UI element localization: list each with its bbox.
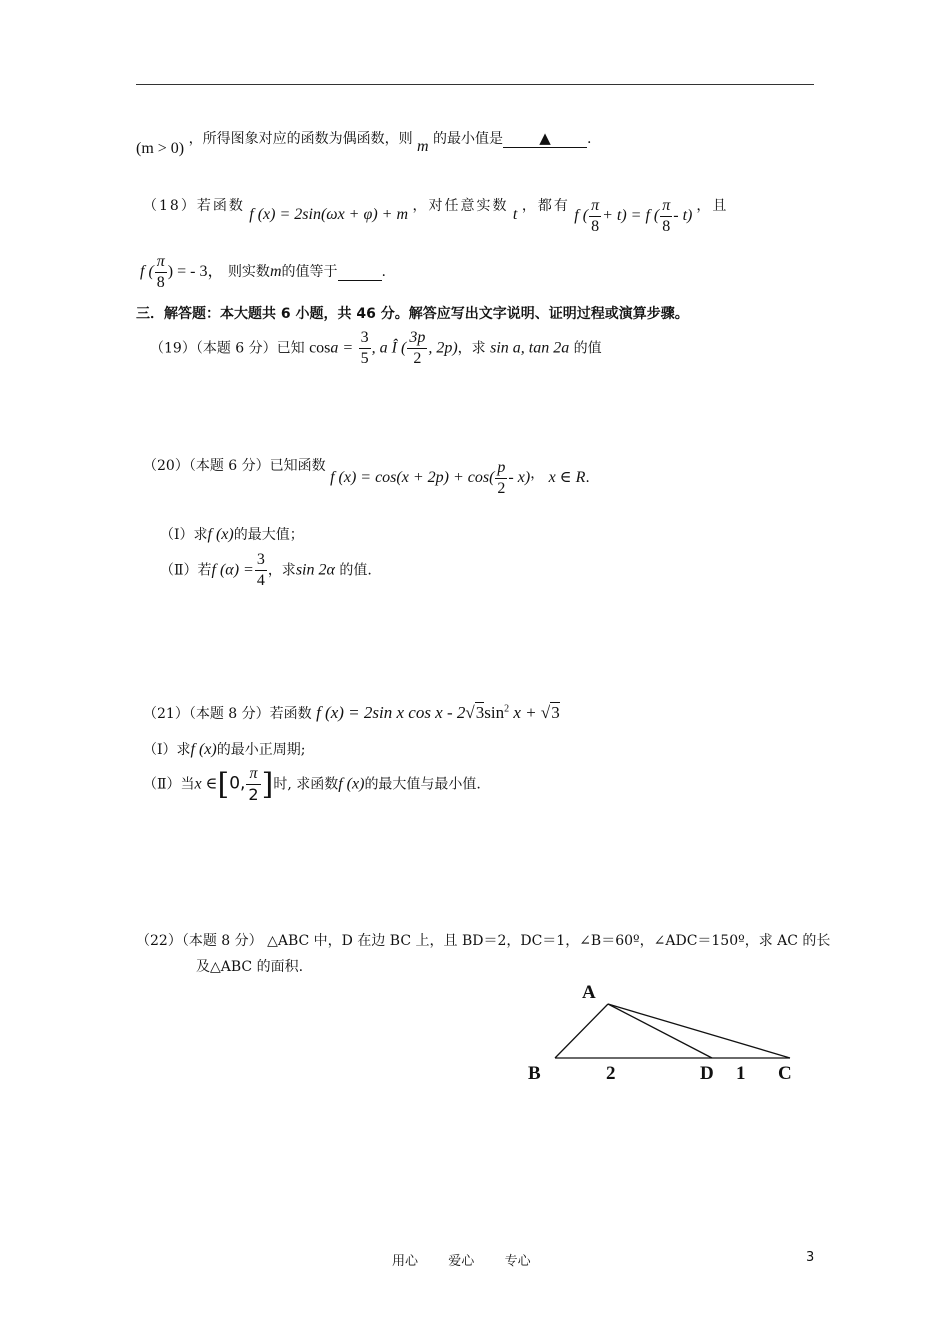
q21-frac-pi-2: $\frac{\pi}{2}$ (248, 765, 259, 804)
q19-alpha-eq: a = (330, 339, 354, 357)
q18-line2-text2: 的值等于 (281, 264, 338, 281)
q20-function: f (x) = cos(x + 2p) + cos( $\frac{p}{2}$ - x) (330, 459, 531, 497)
q21-part2-end: 的最大值与最小值. (364, 776, 481, 793)
label-a: A (582, 982, 596, 1003)
q20-part1-label: （Ⅰ）求 (160, 527, 208, 543)
q22-line1: （22）（本题 8 分） △ABC 中，D 在边 BC 上，且 BD＝2，DC＝1，∠B＝60º，∠ADC＝150º，求 AC 的长 (136, 933, 831, 949)
q21-part2-f: f (x) (338, 775, 365, 793)
q21-part2-x: x ∈ (194, 775, 218, 793)
q20-dot: . (585, 470, 590, 487)
label-b: B (528, 1063, 541, 1084)
q17-text-a: ，所得图象对应的函数为偶函数，则 (188, 131, 413, 147)
q18-line2-m: m (269, 263, 282, 281)
q19-end-paren: , 2p) (428, 339, 458, 357)
q17-var-m: m (417, 138, 429, 155)
q18-text3: ，且 (696, 198, 729, 215)
q18-var-t: t (512, 206, 518, 224)
footer-motto (392, 1250, 531, 1269)
right-bracket-icon: ] (261, 766, 274, 802)
header-rule (136, 84, 814, 85)
q20-label: （20）（本题 6 分）已知函数 (143, 458, 326, 475)
q21-part1-text: 的最小正周期; (216, 742, 306, 758)
q19-cos: cos (309, 339, 331, 357)
q21-part2-label: （Ⅱ）当 (143, 776, 195, 793)
q18-text1: ，对任意实数 (412, 198, 509, 215)
q20-part2-expr: sin 2α (295, 561, 335, 579)
q18-number: （18）若函数 (143, 198, 245, 215)
q21-part2 (143, 766, 481, 803)
q18-frac-pi8-a: $\frac{\pi}{8}$ (591, 197, 600, 235)
q18-symmetry (574, 197, 696, 235)
q17-text-b: 的最小值是 (433, 131, 504, 147)
q18-f-open: f ( (574, 207, 589, 225)
q20-part2-text: ，求 (267, 562, 296, 579)
footer-motto-2: 爱心 (448, 1254, 475, 1269)
q18-function: f (x) = 2sin(ωx + φ) + m (249, 206, 409, 224)
label-c: C (778, 1063, 792, 1084)
q17-answer-blank (503, 129, 587, 148)
q20-part2-f: f (α) = (211, 561, 254, 579)
q19-in-part: , a Î ( (371, 339, 407, 357)
section3-heading: 三．解答题：本大题共 6 小题，共 46 分。解答应写出文字说明、证明过程或演算步骤。 (136, 306, 689, 322)
q22-line2: 及△ABC 的面积. (196, 959, 304, 975)
q20-part2 (160, 552, 372, 589)
q20-part1-f: f (x) (207, 526, 234, 543)
page-number: 3 (806, 1250, 815, 1265)
q21-part1-label: （Ⅰ）求 (143, 742, 191, 758)
q17-condition: (m > 0) (136, 140, 185, 157)
q21-part2-text: 时, 求函数 (273, 776, 339, 793)
q19-label: （19）（本题 6 分）已知 (150, 340, 305, 357)
q18-frac-pi8-b: $\frac{\pi}{8}$ (662, 197, 671, 235)
q19-ask: ，求 (457, 340, 486, 357)
q17-tail (136, 128, 592, 157)
footer-motto-1: 用心 (392, 1254, 419, 1269)
q20-frac-p-2: $\frac{p}{2}$ (497, 459, 506, 497)
q17-end: . (587, 131, 592, 147)
triangle-icon: ▲ (539, 129, 551, 147)
q21-label: （21）（本题 8 分）若函数 (143, 706, 312, 722)
q19-frac-3-5: $\frac{3}{5}$ (360, 329, 369, 367)
q21-part1 (143, 739, 305, 759)
triangle-figure (520, 975, 820, 1090)
left-bracket-icon: [ (217, 766, 230, 802)
q20-part1 (160, 524, 304, 544)
q19-ask-end: 的值 (573, 340, 602, 357)
q18-answer-blank (338, 264, 382, 281)
segment-ab (555, 1004, 608, 1058)
q19-frac-3p-2: $\frac{3p}{2}$ (409, 329, 426, 367)
q18-minus-t: - t) (673, 207, 693, 225)
q20-part2-end: 的值. (339, 562, 372, 579)
q18-line1 (143, 188, 729, 235)
q20-part2-label: （Ⅱ）若 (160, 562, 212, 579)
q18-text2: ，都有 (521, 198, 570, 215)
q20-frac-3-4: $\frac{3}{4}$ (256, 551, 265, 589)
label-bd-length: 2 (606, 1063, 616, 1084)
segment-ad (608, 1004, 712, 1058)
q18-end: . (381, 264, 386, 281)
q21-function: f (x) = 2sin x cos x - $2√3\sin^2$ x + √3 (316, 703, 560, 722)
q18-value: f ( $\frac{\pi}{8}$ ) = - 3， (140, 253, 224, 291)
q18-plus-t: + t) = f ( (602, 207, 660, 225)
q20 (143, 460, 590, 497)
q18-frac-pi8-c: $\frac{\pi}{8}$ (156, 253, 165, 291)
q21-part2-zero: 0, (229, 773, 246, 794)
footer-motto-3: 专心 (504, 1254, 531, 1269)
label-dc-length: 1 (736, 1063, 746, 1084)
q18-line2 (140, 254, 386, 291)
q21 (143, 703, 560, 723)
q20-domain: x ∈ R (548, 469, 586, 487)
q20-part1-text: 的最大值； (233, 527, 304, 543)
q19-ask-expr: sin a, tan 2a (490, 339, 570, 357)
q18-line2-text: 则实数 (227, 264, 270, 281)
q19 (150, 330, 602, 367)
label-d: D (700, 1063, 714, 1084)
q21-part1-f: f (x) (190, 741, 217, 758)
segment-ac (608, 1004, 790, 1058)
q20-comma: ， (530, 466, 545, 483)
